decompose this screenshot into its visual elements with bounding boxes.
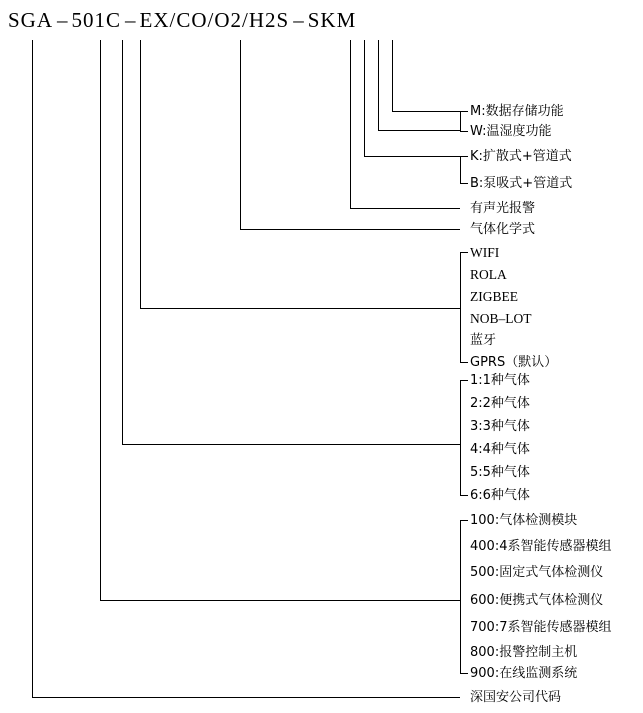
- bracket-gas-count-tick-bottom: [460, 495, 468, 496]
- label-gas-count-3: 3:3种气体: [470, 419, 530, 434]
- bracket-storage-tick-2: [460, 131, 468, 132]
- label-gas-count-6: 6:6种气体: [470, 488, 530, 503]
- leader-line-s: [378, 40, 379, 130]
- leader-connector-gas-count: [122, 444, 460, 445]
- bracket-gas-count: [460, 380, 461, 495]
- label-series-600: 600:便携式气体检测仪: [470, 593, 604, 608]
- label-comm-rola: ROLA: [470, 267, 507, 282]
- label-comm-bluetooth: 蓝牙: [470, 333, 497, 348]
- label-gas-count-2: 2:2种气体: [470, 396, 530, 411]
- bracket-series-tick-bottom: [460, 673, 468, 674]
- bracket-storage: [460, 111, 461, 131]
- bracket-comm-tick-bottom: [460, 362, 468, 363]
- leader-line-alarm: [350, 40, 351, 208]
- bracket-sampling: [460, 156, 461, 183]
- label-series-500: 500:固定式气体检测仪: [470, 565, 604, 580]
- label-gas-count-5: 5:5种气体: [470, 465, 530, 480]
- label-gas-count-4: 4:4种气体: [470, 442, 530, 457]
- label-sampling-k: K:扩散式+管道式: [470, 149, 572, 164]
- label-storage-m: M:数据存储功能: [470, 104, 564, 119]
- leader-connector-alarm: [350, 208, 460, 209]
- leader-connector-company: [32, 697, 460, 698]
- leader-connector-m: [392, 111, 460, 112]
- code-separator-1: –: [57, 8, 68, 32]
- label-series-900: 900:在线监测系统: [470, 666, 578, 681]
- leader-line-series: [100, 40, 101, 600]
- label-series-700: 700:7系智能传感器模组: [470, 620, 612, 635]
- leader-connector-comm: [140, 308, 460, 309]
- leader-line-company: [32, 40, 33, 697]
- label-comm-wifi: WIFI: [470, 245, 500, 260]
- label-company-code: 深国安公司代码: [470, 690, 562, 705]
- code-separator-3: –: [293, 8, 304, 32]
- label-storage-w: W:温湿度功能: [470, 124, 552, 139]
- label-series-100: 100:气体检测模块: [470, 513, 578, 528]
- bracket-comm: [460, 252, 461, 362]
- leader-connector-series: [100, 600, 460, 601]
- bracket-comm-tick-top: [460, 252, 468, 253]
- label-alarm: 有声光报警: [470, 201, 536, 216]
- bracket-series-tick-top: [460, 520, 468, 521]
- bracket-sampling-tick-1: [460, 156, 468, 157]
- leader-line-m: [392, 40, 393, 111]
- label-sampling-b: B:泵吸式+管道式: [470, 176, 573, 191]
- label-gas-count-1: 1:1种气体: [470, 373, 530, 388]
- label-series-800: 800:报警控制主机: [470, 645, 578, 660]
- code-part-sga: SGA: [8, 8, 54, 32]
- leader-connector-k: [364, 156, 460, 157]
- label-comm-gprs: GPRS（默认）: [470, 355, 558, 370]
- leader-line-comm: [140, 40, 141, 308]
- bracket-sampling-tick-2: [460, 183, 468, 184]
- code-separator-2: –: [125, 8, 136, 32]
- code-part-501c: 501C: [71, 8, 122, 32]
- bracket-gas-count-tick-top: [460, 380, 468, 381]
- label-series-400: 400:4系智能传感器模组: [470, 539, 612, 554]
- label-comm-zigbee: ZIGBEE: [470, 289, 518, 304]
- label-comm-nblot: NOB–LOT: [470, 311, 532, 326]
- leader-line-k: [364, 40, 365, 156]
- code-part-gases: EX/CO/O2/H2S: [139, 8, 290, 32]
- leader-connector-s: [378, 130, 460, 131]
- bracket-storage-tick-1: [460, 111, 468, 112]
- leader-line-sensor-type: [240, 40, 241, 229]
- product-code-line: [8, 8, 356, 33]
- code-part-skm: SKM: [307, 8, 357, 32]
- leader-line-gas-count: [122, 40, 123, 444]
- label-sensor-type: 气体化学式: [470, 222, 536, 237]
- leader-connector-sensor-type: [240, 229, 460, 230]
- bracket-series: [460, 520, 461, 673]
